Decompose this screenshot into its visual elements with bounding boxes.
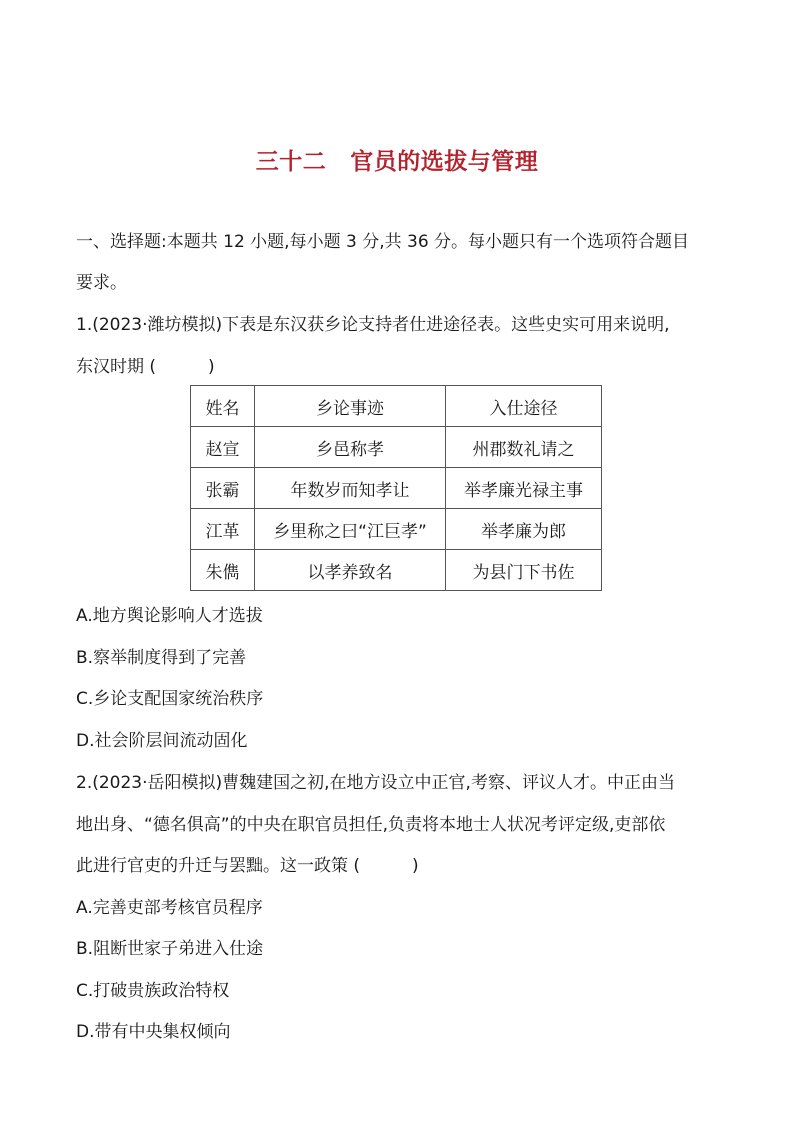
table-row — [191, 550, 602, 591]
q1-option-b: B.察举制度得到了完善 — [76, 648, 247, 668]
q2-stem-text: 此进行官吏的升迁与罢黜。这一政策 — [76, 856, 348, 876]
table-cell: 年数岁而知孝让 — [255, 468, 446, 509]
q2-option-d: D.带有中央集权倾向 — [76, 1022, 231, 1042]
q1-option-c: C.乡论支配国家统治秩序 — [76, 689, 264, 709]
table-cell: 乡里称之曰“江巨孝” — [255, 509, 446, 550]
table-header-row — [191, 386, 602, 427]
q2-stem-line1: 2.(2023·岳阳模拟)曹魏建国之初,在地方设立中正官,考察、评议人才。中正由当 — [76, 773, 675, 793]
page-title — [0, 143, 794, 176]
title-text: 官员的选拔与管理 — [350, 149, 539, 175]
section-instruction-line2: 要求。 — [76, 273, 127, 293]
q1-answer-bracket-open: ( — [149, 357, 157, 377]
table-cell: 为县门下书佐 — [446, 550, 602, 591]
title-number: 三十二 — [255, 149, 327, 175]
table-row — [191, 509, 602, 550]
table-header-cell: 乡论事迹 — [255, 386, 446, 427]
table-row — [191, 427, 602, 468]
q1-stem-text: 东汉时期 — [76, 357, 144, 377]
table-cell: 乡邑称孝 — [255, 427, 446, 468]
q1-stem-line1: 1.(2023·潍坊模拟)下表是东汉获乡论支持者仕进途径表。这些史实可用来说明, — [76, 315, 670, 335]
q2-stem-line2: 地出身、“德名俱高”的中央在职官员担任,负责将本地士人状况考评定级,吏部依 — [76, 815, 666, 835]
q1-stem-line2 — [76, 357, 726, 377]
q1-option-a: A.地方舆论影响人才选拔 — [76, 606, 263, 626]
q2-option-c: C.打破贵族政治特权 — [76, 981, 230, 1001]
table-row — [191, 468, 602, 509]
q1-table — [190, 385, 602, 591]
q2-option-b: B.阻断世家子弟进入仕途 — [76, 939, 264, 959]
table-cell: 赵宣 — [191, 427, 255, 468]
table-cell: 江革 — [191, 509, 255, 550]
table-cell: 举孝廉为郎 — [446, 509, 602, 550]
q1-answer-bracket-close: ) — [208, 357, 215, 377]
q2-answer-bracket-close: ) — [412, 856, 419, 876]
table-header-cell: 姓名 — [191, 386, 255, 427]
section-instruction-line1: 一、选择题:本题共 12 小题,每小题 3 分,共 36 分。每小题只有一个选项符合题目 — [76, 232, 690, 252]
table-cell: 朱儁 — [191, 550, 255, 591]
table-cell: 举孝廉光禄主事 — [446, 468, 602, 509]
table-header-cell: 入仕途径 — [446, 386, 602, 427]
table-cell: 张霸 — [191, 468, 255, 509]
table-cell: 州郡数礼请之 — [446, 427, 602, 468]
table-cell: 以孝养致名 — [255, 550, 446, 591]
q1-option-d: D.社会阶层间流动固化 — [76, 731, 248, 751]
q2-option-a: A.完善吏部考核官员程序 — [76, 898, 263, 918]
q2-stem-line3 — [76, 856, 726, 876]
q2-answer-bracket-open: ( — [353, 856, 361, 876]
